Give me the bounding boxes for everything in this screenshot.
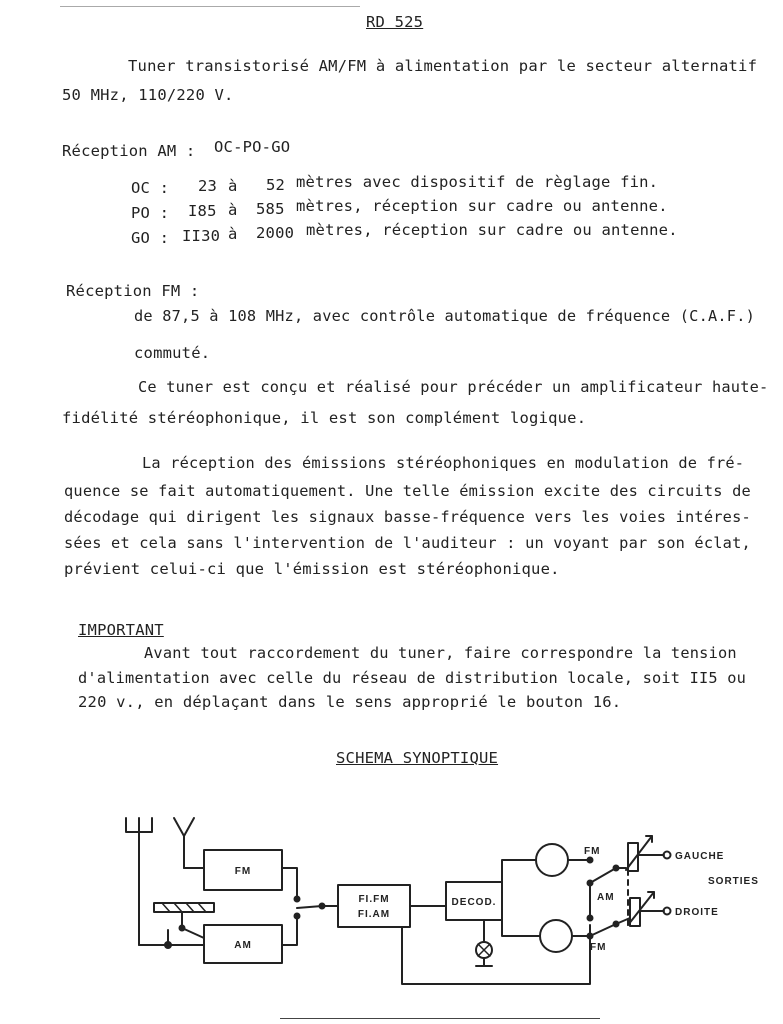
switch-fm-bottom-label: FM [590, 942, 607, 953]
am-row-connector: à [228, 177, 238, 195]
fi-block [338, 885, 410, 927]
intro-line-1: Tuner transistorisé AM/FM à alimentation par le secteur alternatif [128, 57, 758, 75]
fi-label-1: FI.FM [358, 894, 390, 905]
am-block-label: AM [234, 940, 252, 951]
switch-am-label: AM [597, 892, 615, 903]
am-row-band: OC : [131, 179, 170, 197]
right-volume-control-icon [628, 892, 671, 926]
decoder-out-left [502, 860, 536, 892]
decoder-out-right [502, 910, 540, 936]
important-line-1: Avant tout raccordement du tuner, faire correspondre la tension [144, 644, 737, 662]
whip-antenna-icon [174, 818, 204, 868]
am-row-text: mètres, réception sur cadre ou antenne. [306, 221, 678, 239]
am-row-connector: à [228, 201, 238, 219]
am-row-to: 52 [266, 176, 286, 194]
am-row-from: 23 [198, 177, 218, 195]
am-heading: Réception AM : [62, 142, 196, 160]
output-right-label: DROITE [675, 907, 719, 918]
para2-line-4: sées et cela sans l'intervention de l'auditeur : un voyant par son éclat, [64, 534, 751, 552]
output-left-label: GAUCHE [675, 851, 725, 862]
page-bottom-line [280, 1018, 600, 1019]
fm-am-selector-switch [282, 868, 338, 945]
fm-heading: Réception FM : [66, 282, 200, 300]
right-amplifier-icon [540, 920, 572, 952]
decoder-label: DECOD. [451, 897, 497, 908]
am-row-band: GO : [131, 229, 170, 247]
am-row-to: 585 [256, 200, 285, 218]
fm-line-2: commuté. [134, 344, 211, 362]
fm-line-1: de 87,5 à 108 MHz, avec contrôle automatique de fréquence (C.A.F.) [134, 307, 756, 325]
dipole-antenna-icon [126, 818, 168, 945]
para2-line-2: quence se fait automatiquement. Une telle émission excite des circuits de [64, 482, 751, 500]
model-title: RD 525 [366, 13, 424, 31]
important-line-3: 220 v., en déplaçant dans le sens approprié le bouton 16. [78, 693, 622, 711]
am-row-band: PO : [131, 204, 170, 222]
switch-fm-top-label: FM [584, 846, 601, 857]
para1-line-1: Ce tuner est conçu et réalisé pour précéder un amplificateur haute- [138, 378, 769, 396]
am-bypass-line [402, 925, 590, 984]
fm-block-label: FM [234, 866, 252, 877]
fi-label-2: FI.AM [357, 909, 391, 920]
intro-line-2: 50 MHz, 110/220 V. [62, 86, 234, 104]
output-switch-left [568, 858, 626, 886]
left-amplifier-icon [536, 844, 568, 876]
para2-line-1: La réception des émissions stéréophoniques en modulation de fré- [142, 454, 745, 472]
para2-line-3: décodage qui dirigent les signaux basse-fréquence vers les voies intéres- [64, 508, 751, 526]
stereo-indicator-lamp-icon [476, 920, 492, 966]
am-row-text: mètres, réception sur cadre ou antenne. [296, 197, 668, 215]
am-row-from: I85 [188, 202, 217, 220]
page-edge-line [60, 6, 360, 7]
am-row-connector: à [228, 225, 238, 243]
outputs-label: SORTIES [708, 876, 759, 887]
am-bands: OC-PO-GO [214, 138, 291, 156]
am-row-from: II30 [182, 227, 221, 245]
diagram-title: SCHEMA SYNOPTIQUE [336, 749, 499, 767]
block-diagram [0, 800, 783, 1020]
important-line-2: d'alimentation avec celle du réseau de distribution locale, soit II5 ou [78, 669, 747, 687]
am-row-to: 2000 [256, 224, 295, 242]
am-row-text: mètres avec dispositif de règlage fin. [296, 173, 659, 191]
para2-line-5: prévient celui-ci que l'émission est stéréophonique. [64, 560, 560, 578]
left-volume-control-icon [626, 836, 671, 871]
important-heading: IMPORTANT [78, 621, 164, 639]
para1-line-2: fidélité stéréophonique, il est son complément logique. [62, 409, 587, 427]
